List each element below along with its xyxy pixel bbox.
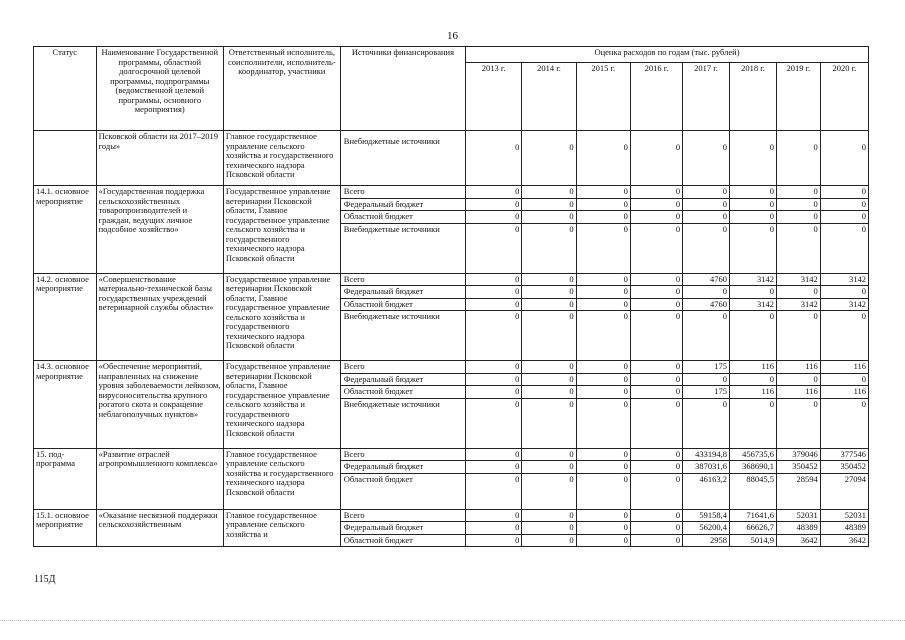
status-cell: [34, 131, 97, 186]
source-cell: Всего: [340, 186, 465, 199]
program-cell: «Оказание несвязной поддержки сельскохозяйственным: [96, 509, 223, 547]
value-cell: 0: [576, 273, 630, 286]
value-cell: 52031: [820, 509, 868, 522]
value-cell: 66626,7: [730, 522, 777, 535]
value-cell: 0: [683, 186, 730, 199]
value-cell: 59158,4: [683, 509, 730, 522]
program-cell: «Обеспечение мероприятий, направленных на снижение уровня заболеваемости лейкозом, вирусоносительства крупного рогатого скота и сокращение неблагополучных пунктов»: [96, 361, 223, 449]
value-cell: 0: [522, 311, 576, 361]
value-cell: 0: [630, 298, 682, 311]
value-cell: 0: [522, 361, 576, 374]
source-cell: Областной бюджет: [340, 298, 465, 311]
value-cell: 3142: [820, 273, 868, 286]
table-row: [34, 131, 869, 186]
program-cell: Псковской области на 2017–2019 годы»: [96, 131, 223, 186]
source-cell: Федеральный бюджет: [340, 286, 465, 299]
value-cell: 0: [522, 198, 576, 211]
value-cell: 0: [522, 473, 576, 509]
source-cell: Федеральный бюджет: [340, 461, 465, 474]
table-row: [34, 361, 869, 374]
value-cell: 0: [820, 198, 868, 211]
value-cell: 2958: [683, 534, 730, 547]
value-cell: 0: [776, 286, 820, 299]
source-cell: Всего: [340, 273, 465, 286]
value-cell: 0: [630, 131, 682, 186]
value-cell: 0: [776, 131, 820, 186]
value-cell: 0: [776, 311, 820, 361]
value-cell: 0: [730, 311, 777, 361]
value-cell: 387031,6: [683, 461, 730, 474]
value-cell: 0: [630, 186, 682, 199]
value-cell: 0: [576, 461, 630, 474]
value-cell: 3142: [730, 273, 777, 286]
value-cell: 350452: [820, 461, 868, 474]
value-cell: 0: [576, 311, 630, 361]
executor-cell: Государственное управление ветеринарии Псковской области, Главное государственное управление сельского хозяйства и государственного технического надзора Псковской области: [223, 361, 340, 449]
header-year: 2015 г.: [576, 63, 630, 131]
value-cell: 433194,8: [683, 448, 730, 461]
value-cell: 116: [820, 361, 868, 374]
header-program: Наименование Государственной программы, областной долгосрочной целевой программы, подпрограммы (ведомственной целевой программы, основного мероприятия): [96, 47, 223, 131]
value-cell: 88045,5: [730, 473, 777, 509]
value-cell: 0: [466, 223, 522, 273]
value-cell: 0: [466, 311, 522, 361]
value-cell: 456735,6: [730, 448, 777, 461]
program-cell: «Совершенствование материально-технической базы государственных учреждений ветеринарной службы области»: [96, 273, 223, 361]
source-cell: Внебюджетные источники: [340, 131, 465, 186]
value-cell: 0: [630, 448, 682, 461]
source-cell: Областной бюджет: [340, 473, 465, 509]
value-cell: 71641,6: [730, 509, 777, 522]
value-cell: 0: [820, 131, 868, 186]
program-cell: «Развитие отраслей агропромышленного комплекса»: [96, 448, 223, 509]
value-cell: 0: [522, 509, 576, 522]
value-cell: 0: [576, 186, 630, 199]
value-cell: 0: [576, 473, 630, 509]
value-cell: 0: [683, 373, 730, 386]
value-cell: 0: [522, 373, 576, 386]
value-cell: 0: [466, 448, 522, 461]
page-number: 16: [447, 30, 458, 42]
value-cell: 0: [630, 509, 682, 522]
value-cell: 0: [576, 522, 630, 535]
header-year: 2016 г.: [630, 63, 682, 131]
value-cell: 0: [466, 186, 522, 199]
header-year: 2013 г.: [466, 63, 522, 131]
value-cell: 0: [466, 398, 522, 448]
source-cell: Внебюджетные источники: [340, 223, 465, 273]
value-cell: 0: [576, 373, 630, 386]
value-cell: 0: [522, 211, 576, 224]
value-cell: 56200,4: [683, 522, 730, 535]
value-cell: 0: [630, 361, 682, 374]
value-cell: 0: [820, 223, 868, 273]
value-cell: 4760: [683, 298, 730, 311]
value-cell: 0: [820, 373, 868, 386]
value-cell: 0: [522, 461, 576, 474]
value-cell: 3142: [776, 298, 820, 311]
value-cell: 0: [683, 198, 730, 211]
value-cell: 0: [522, 534, 576, 547]
value-cell: 0: [683, 311, 730, 361]
source-cell: Всего: [340, 448, 465, 461]
value-cell: 0: [522, 286, 576, 299]
value-cell: 175: [683, 361, 730, 374]
value-cell: 0: [522, 386, 576, 399]
value-cell: 0: [522, 131, 576, 186]
header-year: 2020 г.: [820, 63, 868, 131]
value-cell: 116: [820, 386, 868, 399]
value-cell: 0: [730, 198, 777, 211]
value-cell: 4760: [683, 273, 730, 286]
value-cell: 3642: [776, 534, 820, 547]
value-cell: 28594: [776, 473, 820, 509]
value-cell: 0: [522, 298, 576, 311]
value-cell: 0: [466, 131, 522, 186]
value-cell: 0: [730, 286, 777, 299]
status-cell: 14.2. основное мероприятие: [34, 273, 97, 361]
value-cell: 116: [730, 386, 777, 399]
value-cell: 0: [576, 223, 630, 273]
value-cell: 0: [466, 509, 522, 522]
value-cell: 0: [730, 211, 777, 224]
value-cell: 0: [630, 534, 682, 547]
source-cell: Областной бюджет: [340, 211, 465, 224]
source-cell: Областной бюджет: [340, 386, 465, 399]
value-cell: 0: [466, 534, 522, 547]
value-cell: 52031: [776, 509, 820, 522]
value-cell: 0: [730, 398, 777, 448]
table-row: [34, 509, 869, 522]
table-row: [34, 448, 869, 461]
value-cell: 48389: [776, 522, 820, 535]
table-body: [34, 131, 869, 547]
value-cell: 116: [730, 361, 777, 374]
value-cell: 0: [466, 273, 522, 286]
value-cell: 350452: [776, 461, 820, 474]
source-cell: Всего: [340, 509, 465, 522]
value-cell: 0: [820, 211, 868, 224]
value-cell: 48389: [820, 522, 868, 535]
source-cell: Федеральный бюджет: [340, 373, 465, 386]
value-cell: 0: [522, 448, 576, 461]
executor-cell: Главное государственное управление сельского хозяйства и государственного технического надзора Псковской области: [223, 131, 340, 186]
value-cell: 175: [683, 386, 730, 399]
value-cell: 0: [683, 398, 730, 448]
value-cell: 5014,9: [730, 534, 777, 547]
value-cell: 0: [466, 361, 522, 374]
source-cell: Областной бюджет: [340, 534, 465, 547]
value-cell: 0: [683, 286, 730, 299]
executor-cell: Государственное управление ветеринарии Псковской области, Главное государственное управление сельского хозяйства и государственного технического надзора Псковской области: [223, 273, 340, 361]
budget-table-sheet: [33, 46, 869, 547]
value-cell: 3142: [776, 273, 820, 286]
value-cell: 0: [576, 386, 630, 399]
value-cell: 0: [630, 398, 682, 448]
source-cell: Внебюджетные источники: [340, 398, 465, 448]
header-year: 2017 г.: [683, 63, 730, 131]
value-cell: 0: [683, 223, 730, 273]
executor-cell: Главное государственное управление сельского хозяйства и государственного технического надзора Псковской области: [223, 448, 340, 509]
value-cell: 0: [630, 522, 682, 535]
value-cell: 0: [466, 286, 522, 299]
value-cell: 0: [776, 223, 820, 273]
value-cell: 0: [466, 461, 522, 474]
value-cell: 0: [466, 522, 522, 535]
value-cell: 3142: [820, 298, 868, 311]
value-cell: 3142: [730, 298, 777, 311]
value-cell: 0: [576, 448, 630, 461]
value-cell: 0: [466, 298, 522, 311]
header-sources: Источники финансирования: [340, 47, 465, 131]
value-cell: 0: [466, 198, 522, 211]
value-cell: 0: [466, 473, 522, 509]
source-cell: Федеральный бюджет: [340, 198, 465, 211]
source-cell: Федеральный бюджет: [340, 522, 465, 535]
source-cell: Всего: [340, 361, 465, 374]
table-row: [34, 186, 869, 199]
value-cell: 0: [576, 534, 630, 547]
value-cell: 0: [630, 386, 682, 399]
value-cell: 377546: [820, 448, 868, 461]
header-year: 2014 г.: [522, 63, 576, 131]
value-cell: 0: [576, 509, 630, 522]
executor-cell: Главное государственное управление сельского хозяйства и: [223, 509, 340, 547]
value-cell: 0: [576, 131, 630, 186]
value-cell: 0: [630, 286, 682, 299]
header-year: 2019 г.: [776, 63, 820, 131]
value-cell: 3642: [820, 534, 868, 547]
value-cell: 0: [466, 211, 522, 224]
value-cell: 0: [630, 461, 682, 474]
source-cell: Внебюджетные источники: [340, 311, 465, 361]
value-cell: 0: [630, 311, 682, 361]
value-cell: 368690,1: [730, 461, 777, 474]
value-cell: 0: [730, 223, 777, 273]
value-cell: 0: [683, 211, 730, 224]
value-cell: 46163,2: [683, 473, 730, 509]
status-cell: 15. под-программа: [34, 448, 97, 509]
value-cell: 0: [820, 286, 868, 299]
program-cell: «Государственная поддержка сельскохозяйственных товаропроизводителей и граждан, ведущих личное подсобное хозяйство»: [96, 186, 223, 274]
status-cell: 15.1. основное мероприятие: [34, 509, 97, 547]
value-cell: 0: [576, 361, 630, 374]
budget-table: [33, 46, 869, 547]
value-cell: 0: [522, 223, 576, 273]
value-cell: 0: [522, 186, 576, 199]
value-cell: 0: [820, 311, 868, 361]
value-cell: 0: [630, 198, 682, 211]
status-cell: 14.3. основное мероприятие: [34, 361, 97, 449]
table-row: [34, 273, 869, 286]
value-cell: 0: [630, 473, 682, 509]
value-cell: 0: [730, 131, 777, 186]
value-cell: 0: [820, 398, 868, 448]
value-cell: 0: [466, 373, 522, 386]
value-cell: 0: [730, 373, 777, 386]
document-code: 115Д: [34, 574, 56, 585]
value-cell: 0: [730, 186, 777, 199]
header-year: 2018 г.: [730, 63, 777, 131]
value-cell: 0: [576, 286, 630, 299]
status-cell: 14.1. основное мероприятие: [34, 186, 97, 274]
value-cell: 0: [466, 386, 522, 399]
value-cell: 0: [522, 522, 576, 535]
header-estimate: Оценка расходов по годам (тыс. рублей): [466, 47, 869, 63]
value-cell: 0: [576, 211, 630, 224]
value-cell: 0: [776, 198, 820, 211]
value-cell: 0: [820, 186, 868, 199]
value-cell: 116: [776, 361, 820, 374]
header-status: Статус: [34, 47, 97, 131]
value-cell: 0: [576, 198, 630, 211]
value-cell: 0: [776, 373, 820, 386]
value-cell: 0: [576, 398, 630, 448]
value-cell: 116: [776, 386, 820, 399]
value-cell: 0: [776, 186, 820, 199]
value-cell: 0: [522, 398, 576, 448]
value-cell: 0: [683, 131, 730, 186]
value-cell: 0: [630, 273, 682, 286]
value-cell: 0: [576, 298, 630, 311]
value-cell: 0: [522, 273, 576, 286]
executor-cell: Государственное управление ветеринарии Псковской области, Главное государственное управление сельского хозяйства и государственного технического надзора Псковской области: [223, 186, 340, 274]
value-cell: 0: [630, 211, 682, 224]
value-cell: 0: [630, 373, 682, 386]
value-cell: 0: [776, 398, 820, 448]
value-cell: 0: [630, 223, 682, 273]
value-cell: 0: [776, 211, 820, 224]
value-cell: 27094: [820, 473, 868, 509]
value-cell: 379046: [776, 448, 820, 461]
scan-edge-divider: [0, 620, 905, 623]
header-executor: Ответственный исполнитель, соисполнители, исполнитель-координатор, участники: [223, 47, 340, 131]
